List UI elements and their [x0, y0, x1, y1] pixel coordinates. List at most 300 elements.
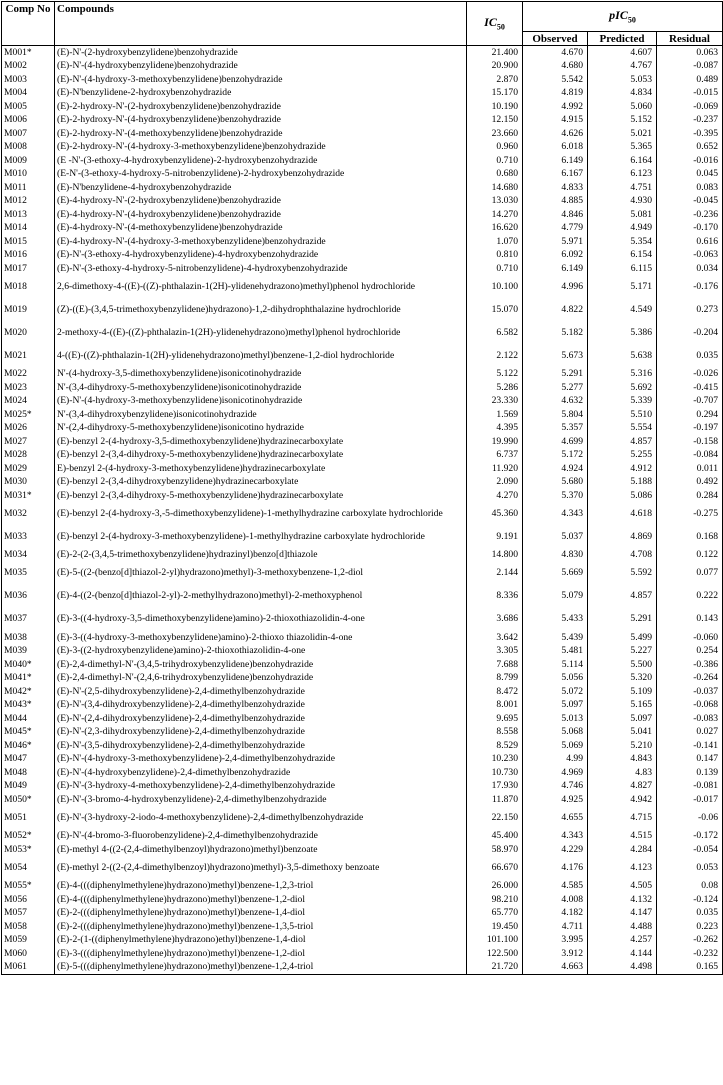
cell-comp-no: M049: [2, 780, 55, 794]
cell-residual: -0.063: [657, 249, 723, 263]
cell-comp-no: M001*: [2, 46, 55, 60]
cell-residual: -0.707: [657, 395, 723, 409]
cell-ic50: 5.286: [467, 381, 523, 395]
cell-residual: -0.026: [657, 368, 723, 382]
cell-observed: 5.097: [523, 699, 588, 713]
cell-comp-no: M059: [2, 934, 55, 948]
table-row: [2, 462, 723, 476]
table-row: [2, 920, 723, 934]
cell-observed: 4.846: [523, 208, 588, 222]
cell-comp-no: M027: [2, 435, 55, 449]
cell-compound-name: (E)-2,4-dimethyl-N'-(3,4,5-trihydroxybenzylidene)benzohydrazide: [55, 658, 467, 672]
cell-residual: -0.081: [657, 780, 723, 794]
cell-comp-no: M050*: [2, 793, 55, 807]
cell-observed: 5.291: [523, 368, 588, 382]
cell-predicted: 5.316: [588, 368, 657, 382]
cell-observed: 4.655: [523, 807, 588, 830]
table-row: [2, 408, 723, 422]
cell-observed: 4.680: [523, 60, 588, 74]
cell-compound-name: (E)-2-(1-((diphenylmethylene)hydrazono)ethyl)benzene-1,4-diol: [55, 934, 467, 948]
cell-observed: 4.176: [523, 857, 588, 880]
cell-observed: 4.99: [523, 753, 588, 767]
cell-observed: 5.013: [523, 712, 588, 726]
cell-observed: 4.008: [523, 893, 588, 907]
cell-compound-name: (E)-N'-(3,4-dihydroxybenzylidene)-2,4-dimethylbenzohydrazide: [55, 699, 467, 713]
header-ic-sub: 50: [496, 22, 505, 32]
cell-residual: -0.015: [657, 87, 723, 101]
cell-residual: 0.652: [657, 141, 723, 155]
cell-ic50: 19.450: [467, 920, 523, 934]
cell-compound-name: (E)-benzyl 2-(3,4-dihydroxy-5-methoxybenzylidene)hydrazinecarboxylate: [55, 489, 467, 503]
cell-observed: 5.357: [523, 422, 588, 436]
cell-observed: 5.072: [523, 685, 588, 699]
table-row: [2, 699, 723, 713]
table-row: [2, 857, 723, 880]
cell-observed: 6.092: [523, 249, 588, 263]
cell-compound-name: N'-(4-hydroxy-3,5-dimethoxybenzylidene)isonicotinohydrazide: [55, 368, 467, 382]
cell-observed: 5.068: [523, 726, 588, 740]
cell-comp-no: M018: [2, 276, 55, 299]
cell-comp-no: M057: [2, 907, 55, 921]
table-row: [2, 585, 723, 608]
cell-comp-no: M015: [2, 235, 55, 249]
cell-comp-no: M045*: [2, 726, 55, 740]
cell-ic50: 11.870: [467, 793, 523, 807]
cell-ic50: 14.800: [467, 549, 523, 563]
cell-comp-no: M031*: [2, 489, 55, 503]
header-compounds: Compounds: [55, 2, 467, 46]
table-row: [2, 780, 723, 794]
cell-comp-no: M034: [2, 549, 55, 563]
cell-predicted: 5.086: [588, 489, 657, 503]
table-row: [2, 381, 723, 395]
cell-predicted: 4.498: [588, 961, 657, 975]
table-row: [2, 961, 723, 975]
cell-ic50: 45.360: [467, 503, 523, 526]
cell-ic50: 3.686: [467, 608, 523, 631]
cell-residual: 0.284: [657, 489, 723, 503]
cell-comp-no: M038: [2, 631, 55, 645]
cell-compound-name: N'-(2,4-dihydroxy-5-methoxybenzylidene)isonicotino hydrazide: [55, 422, 467, 436]
cell-predicted: 5.291: [588, 608, 657, 631]
cell-predicted: 5.210: [588, 739, 657, 753]
table-row: [2, 100, 723, 114]
cell-comp-no: M048: [2, 766, 55, 780]
cell-compound-name: N'-(3,4-dihydroxy-5-methoxybenzylidene)isonicotinohydrazide: [55, 381, 467, 395]
cell-predicted: 6.123: [588, 168, 657, 182]
cell-predicted: 4.618: [588, 503, 657, 526]
cell-compound-name: (E)-3-((4-hydroxy-3,5-dimethoxybenzylidene)amino)-2-thioxothiazolidin-4-one: [55, 608, 467, 631]
cell-predicted: 4.942: [588, 793, 657, 807]
cell-ic50: 8.558: [467, 726, 523, 740]
table-row: [2, 476, 723, 490]
cell-observed: 4.819: [523, 87, 588, 101]
cell-residual: -0.262: [657, 934, 723, 948]
cell-comp-no: M042*: [2, 685, 55, 699]
cell-ic50: 0.710: [467, 262, 523, 276]
cell-comp-no: M028: [2, 449, 55, 463]
cell-compound-name: (E)-3-((2-hydroxybenzylidene)amino)-2-thioxothiazolidin-4-one: [55, 645, 467, 659]
compound-activity-table: [1, 1, 723, 975]
cell-observed: 5.182: [523, 322, 588, 345]
cell-observed: 4.822: [523, 299, 588, 322]
table-row: [2, 208, 723, 222]
cell-observed: 3.912: [523, 947, 588, 961]
table-row: [2, 766, 723, 780]
cell-residual: -0.197: [657, 422, 723, 436]
cell-compound-name: (E)-2-(2-(3,4,5-trimethoxybenzylidene)hydrazinyl)benzo[d]thiazole: [55, 549, 467, 563]
header-ic50: [467, 2, 523, 46]
cell-ic50: 10.100: [467, 276, 523, 299]
cell-predicted: 5.152: [588, 114, 657, 128]
cell-predicted: 5.188: [588, 476, 657, 490]
cell-comp-no: M046*: [2, 739, 55, 753]
cell-compound-name: (E)-4-(((diphenylmethylene)hydrazono)methyl)benzene-1,2,3-triol: [55, 880, 467, 894]
cell-ic50: 21.720: [467, 961, 523, 975]
cell-ic50: 6.737: [467, 449, 523, 463]
table-row: [2, 947, 723, 961]
table-row: [2, 299, 723, 322]
table-row: [2, 87, 723, 101]
cell-compound-name: (E)-methyl 2-((2-(2,4-dimethylbenzoyl)hydrazono)methyl)-3,5-dimethoxy benzoate: [55, 857, 467, 880]
cell-comp-no: M011: [2, 181, 55, 195]
cell-compound-name: E)-benzyl 2-(4-hydroxy-3-methoxybenzylidene)hydrazinecarboxylate: [55, 462, 467, 476]
cell-predicted: 4.767: [588, 60, 657, 74]
cell-comp-no: M029: [2, 462, 55, 476]
cell-residual: -0.236: [657, 208, 723, 222]
cell-comp-no: M006: [2, 114, 55, 128]
table-row: [2, 672, 723, 686]
cell-predicted: 4.857: [588, 585, 657, 608]
cell-compound-name: (E)-N'benzylidene-4-hydroxybenzohydrazide: [55, 181, 467, 195]
cell-ic50: 20.900: [467, 60, 523, 74]
cell-residual: -0.275: [657, 503, 723, 526]
cell-ic50: 9.695: [467, 712, 523, 726]
cell-residual: 0.143: [657, 608, 723, 631]
cell-compound-name: (E)-N'-(3-bromo-4-hydroxybenzylidene)-2,4-dimethylbenzohydrazide: [55, 793, 467, 807]
cell-compound-name: (E)-N'-(3-hydroxy-2-iodo-4-methoxybenzylidene)-2,4-dimethylbenzohydrazide: [55, 807, 467, 830]
cell-comp-no: M054: [2, 857, 55, 880]
cell-compound-name: (E)-N'-(4-hydroxybenzylidene)-2,4-dimethylbenzohydrazide: [55, 766, 467, 780]
cell-comp-no: M004: [2, 87, 55, 101]
cell-observed: 4.229: [523, 843, 588, 857]
cell-residual: -0.054: [657, 843, 723, 857]
cell-compound-name: (E)-N'benzylidene-2-hydroxybenzohydrazide: [55, 87, 467, 101]
cell-comp-no: M060: [2, 947, 55, 961]
cell-residual: -0.068: [657, 699, 723, 713]
cell-comp-no: M051: [2, 807, 55, 830]
cell-comp-no: M037: [2, 608, 55, 631]
cell-comp-no: M017: [2, 262, 55, 276]
cell-predicted: 4.549: [588, 299, 657, 322]
cell-compound-name: (E)-5-(((diphenylmethylene)hydrazono)methyl)benzene-1,2,4-triol: [55, 961, 467, 975]
cell-ic50: 2.122: [467, 345, 523, 368]
table-row: [2, 562, 723, 585]
cell-ic50: 21.400: [467, 46, 523, 60]
table-row: [2, 395, 723, 409]
cell-residual: 0.492: [657, 476, 723, 490]
cell-residual: -0.237: [657, 114, 723, 128]
cell-ic50: 11.920: [467, 462, 523, 476]
cell-comp-no: M030: [2, 476, 55, 490]
cell-residual: -0.415: [657, 381, 723, 395]
cell-residual: -0.069: [657, 100, 723, 114]
cell-predicted: 5.041: [588, 726, 657, 740]
cell-compound-name: (E)-methyl 4-((2-(2,4-dimethylbenzoyl)hydrazono)methyl)benzoate: [55, 843, 467, 857]
cell-observed: 5.669: [523, 562, 588, 585]
cell-ic50: 2.870: [467, 73, 523, 87]
cell-predicted: 5.097: [588, 712, 657, 726]
cell-predicted: 5.060: [588, 100, 657, 114]
cell-observed: 5.114: [523, 658, 588, 672]
cell-predicted: 5.171: [588, 276, 657, 299]
cell-residual: 0.223: [657, 920, 723, 934]
cell-residual: -0.037: [657, 685, 723, 699]
cell-ic50: 6.582: [467, 322, 523, 345]
cell-observed: 4.632: [523, 395, 588, 409]
table-row: [2, 907, 723, 921]
table-row: [2, 249, 723, 263]
cell-comp-no: M021: [2, 345, 55, 368]
cell-ic50: 8.529: [467, 739, 523, 753]
cell-comp-no: M008: [2, 141, 55, 155]
table-row: [2, 526, 723, 549]
cell-compound-name: N'-(3,4-dihydroxybenzylidene)isonicotinohydrazide: [55, 408, 467, 422]
table-row: [2, 645, 723, 659]
cell-compound-name: (E)-N'-(4-hydroxy-3-methoxybenzylidene)isonicotinohydrazide: [55, 395, 467, 409]
cell-observed: 4.746: [523, 780, 588, 794]
cell-ic50: 16.620: [467, 222, 523, 236]
cell-predicted: 4.515: [588, 830, 657, 844]
table-row: [2, 549, 723, 563]
cell-comp-no: M040*: [2, 658, 55, 672]
cell-compound-name: (E)-4-(((diphenylmethylene)hydrazono)methyl)benzene-1,2-diol: [55, 893, 467, 907]
cell-predicted: 5.500: [588, 658, 657, 672]
cell-comp-no: M013: [2, 208, 55, 222]
cell-comp-no: M043*: [2, 699, 55, 713]
cell-residual: 0.294: [657, 408, 723, 422]
cell-residual: 0.08: [657, 880, 723, 894]
cell-compound-name: (E)-N'-(2,5-dihydroxybenzylidene)-2,4-dimethylbenzohydrazide: [55, 685, 467, 699]
cell-predicted: 4.83: [588, 766, 657, 780]
cell-observed: 5.439: [523, 631, 588, 645]
cell-ic50: 14.270: [467, 208, 523, 222]
cell-observed: 5.172: [523, 449, 588, 463]
table-row: [2, 127, 723, 141]
cell-observed: 5.481: [523, 645, 588, 659]
cell-ic50: 0.810: [467, 249, 523, 263]
cell-observed: 4.626: [523, 127, 588, 141]
cell-comp-no: M053*: [2, 843, 55, 857]
cell-compound-name: (E)-2-(((diphenylmethylene)hydrazono)methyl)benzene-1,4-diol: [55, 907, 467, 921]
cell-compound-name: (E)-2-hydroxy-N'-(2-hydroxybenzylidene)benzohydrazide: [55, 100, 467, 114]
cell-observed: 5.673: [523, 345, 588, 368]
cell-residual: 0.254: [657, 645, 723, 659]
cell-residual: 0.147: [657, 753, 723, 767]
cell-ic50: 15.170: [467, 87, 523, 101]
table-row: [2, 712, 723, 726]
cell-compound-name: (E)-N'-(4-hydroxy-3-methoxybenzylidene)-2,4-dimethylbenzohydrazide: [55, 753, 467, 767]
cell-observed: 6.018: [523, 141, 588, 155]
cell-ic50: 15.070: [467, 299, 523, 322]
cell-comp-no: M024: [2, 395, 55, 409]
cell-predicted: 5.692: [588, 381, 657, 395]
cell-residual: 0.045: [657, 168, 723, 182]
cell-ic50: 8.336: [467, 585, 523, 608]
cell-predicted: 5.081: [588, 208, 657, 222]
cell-residual: -0.124: [657, 893, 723, 907]
cell-comp-no: M007: [2, 127, 55, 141]
cell-ic50: 98.210: [467, 893, 523, 907]
cell-comp-no: M026: [2, 422, 55, 436]
cell-comp-no: M061: [2, 961, 55, 975]
cell-compound-name: (E-N'-(3-ethoxy-4-hydroxy-5-nitrobenzylidene)-2-hydroxybenzohydrazide: [55, 168, 467, 182]
cell-compound-name: (E)-2-hydroxy-N'-(4-hydroxybenzylidene)benzohydrazide: [55, 114, 467, 128]
cell-ic50: 26.000: [467, 880, 523, 894]
cell-observed: 4.833: [523, 181, 588, 195]
cell-ic50: 45.400: [467, 830, 523, 844]
cell-ic50: 2.090: [467, 476, 523, 490]
cell-ic50: 0.960: [467, 141, 523, 155]
cell-observed: 4.885: [523, 195, 588, 209]
cell-compound-name: (E)-benzyl 2-(3,4-dihydroxy-5-methoxybenzylidene)hydrazinecarboxylate: [55, 449, 467, 463]
cell-predicted: 4.827: [588, 780, 657, 794]
cell-observed: 4.663: [523, 961, 588, 975]
cell-observed: 4.924: [523, 462, 588, 476]
cell-comp-no: M014: [2, 222, 55, 236]
cell-observed: 4.711: [523, 920, 588, 934]
cell-compound-name: (E)-N'-(3-hydroxy-4-methoxybenzylidene)-2,4-dimethylbenzohydrazide: [55, 780, 467, 794]
cell-comp-no: M044: [2, 712, 55, 726]
cell-ic50: 10.730: [467, 766, 523, 780]
cell-residual: -0.176: [657, 276, 723, 299]
cell-ic50: 10.190: [467, 100, 523, 114]
cell-compound-name: (E)-2-hydroxy-N'-(4-methoxybenzylidene)benzohydrazide: [55, 127, 467, 141]
cell-predicted: 4.257: [588, 934, 657, 948]
cell-residual: -0.045: [657, 195, 723, 209]
cell-comp-no: M052*: [2, 830, 55, 844]
cell-predicted: 4.123: [588, 857, 657, 880]
cell-predicted: 5.227: [588, 645, 657, 659]
cell-ic50: 19.990: [467, 435, 523, 449]
cell-ic50: 0.680: [467, 168, 523, 182]
cell-comp-no: M005: [2, 100, 55, 114]
cell-compound-name: (E)-N'-(4-hydroxy-3-methoxybenzylidene)benzohydrazide: [55, 73, 467, 87]
cell-compound-name: (E)-4-hydroxy-N'-(4-hydroxybenzylidene)benzohydrazide: [55, 208, 467, 222]
cell-residual: 0.083: [657, 181, 723, 195]
cell-residual: -0.087: [657, 60, 723, 74]
table-row: [2, 422, 723, 436]
cell-compound-name: (E)-N'-(4-bromo-3-fluorobenzylidene)-2,4-dimethylbenzohydrazide: [55, 830, 467, 844]
cell-compound-name: (E)-N'-(3,5-dihydroxybenzylidene)-2,4-dimethylbenzohydrazide: [55, 739, 467, 753]
table-row: [2, 276, 723, 299]
cell-compound-name: (E)-N'-(4-hydroxybenzylidene)benzohydrazide: [55, 60, 467, 74]
cell-comp-no: M022: [2, 368, 55, 382]
cell-observed: 5.433: [523, 608, 588, 631]
cell-ic50: 122.500: [467, 947, 523, 961]
cell-residual: -0.386: [657, 658, 723, 672]
cell-predicted: 5.386: [588, 322, 657, 345]
cell-residual: 0.122: [657, 549, 723, 563]
table-row: [2, 503, 723, 526]
table-row: [2, 195, 723, 209]
cell-predicted: 5.165: [588, 699, 657, 713]
cell-comp-no: M033: [2, 526, 55, 549]
cell-observed: 4.830: [523, 549, 588, 563]
cell-predicted: 5.021: [588, 127, 657, 141]
table-row: [2, 739, 723, 753]
cell-predicted: 5.320: [588, 672, 657, 686]
cell-observed: 5.037: [523, 526, 588, 549]
cell-ic50: 9.191: [467, 526, 523, 549]
header-pic-sub: 50: [627, 15, 636, 25]
table-row: [2, 631, 723, 645]
header-predicted: Predicted: [588, 32, 657, 46]
cell-ic50: 101.100: [467, 934, 523, 948]
cell-observed: 4.925: [523, 793, 588, 807]
cell-ic50: 8.001: [467, 699, 523, 713]
cell-observed: 5.971: [523, 235, 588, 249]
cell-compound-name: (E)-benzyl 2-(4-hydroxy-3,-5-dimethoxybenzylidene)-1-methylhydrazine carboxylate hydrochloride: [55, 503, 467, 526]
cell-residual: -0.083: [657, 712, 723, 726]
cell-comp-no: M058: [2, 920, 55, 934]
cell-predicted: 5.554: [588, 422, 657, 436]
cell-compound-name: (E)-2,4-dimethyl-N'-(2,4,6-trihydroxybenzylidene)benzohydrazide: [55, 672, 467, 686]
cell-observed: 4.585: [523, 880, 588, 894]
cell-residual: -0.084: [657, 449, 723, 463]
table-row: [2, 154, 723, 168]
cell-compound-name: (E)-4-hydroxy-N'-(4-hydroxy-3-methoxybenzylidene)benzohydrazide: [55, 235, 467, 249]
cell-residual: 0.035: [657, 345, 723, 368]
cell-predicted: 4.949: [588, 222, 657, 236]
cell-predicted: 5.255: [588, 449, 657, 463]
cell-observed: 5.056: [523, 672, 588, 686]
table-row: [2, 168, 723, 182]
cell-comp-no: M023: [2, 381, 55, 395]
table-row: [2, 114, 723, 128]
table-row: [2, 73, 723, 87]
table-row: [2, 235, 723, 249]
table-row: [2, 46, 723, 60]
cell-comp-no: M047: [2, 753, 55, 767]
cell-residual: -0.158: [657, 435, 723, 449]
cell-predicted: 5.638: [588, 345, 657, 368]
cell-ic50: 8.799: [467, 672, 523, 686]
cell-ic50: 7.688: [467, 658, 523, 672]
cell-predicted: 4.912: [588, 462, 657, 476]
cell-ic50: 13.030: [467, 195, 523, 209]
cell-compound-name: (E)-2-hydroxy-N'-(4-hydroxy-3-methoxybenzylidene)benzohydrazide: [55, 141, 467, 155]
cell-observed: 5.804: [523, 408, 588, 422]
cell-compound-name: (E)-N'-(2-hydroxybenzylidene)benzohydrazide: [55, 46, 467, 60]
cell-observed: 6.149: [523, 154, 588, 168]
table-row: [2, 830, 723, 844]
cell-compound-name: (E)-4-hydroxy-N'-(4-methoxybenzylidene)benzohydrazide: [55, 222, 467, 236]
cell-compound-name: (E)-3-(((diphenylmethylene)hydrazono)methyl)benzene-1,2-diol: [55, 947, 467, 961]
cell-compound-name: (E)-N'-(3-ethoxy-4-hydroxy-5-nitrobenzylidene)-4-hydroxybenzohydrazide: [55, 262, 467, 276]
cell-observed: 4.996: [523, 276, 588, 299]
cell-residual: -0.170: [657, 222, 723, 236]
table-row: [2, 489, 723, 503]
cell-residual: 0.034: [657, 262, 723, 276]
cell-observed: 5.680: [523, 476, 588, 490]
cell-observed: 4.699: [523, 435, 588, 449]
cell-ic50: 14.680: [467, 181, 523, 195]
cell-compound-name: (E)-2-(((diphenylmethylene)hydrazono)methyl)benzene-1,3,5-triol: [55, 920, 467, 934]
cell-ic50: 17.930: [467, 780, 523, 794]
cell-residual: -0.060: [657, 631, 723, 645]
table-row: [2, 753, 723, 767]
